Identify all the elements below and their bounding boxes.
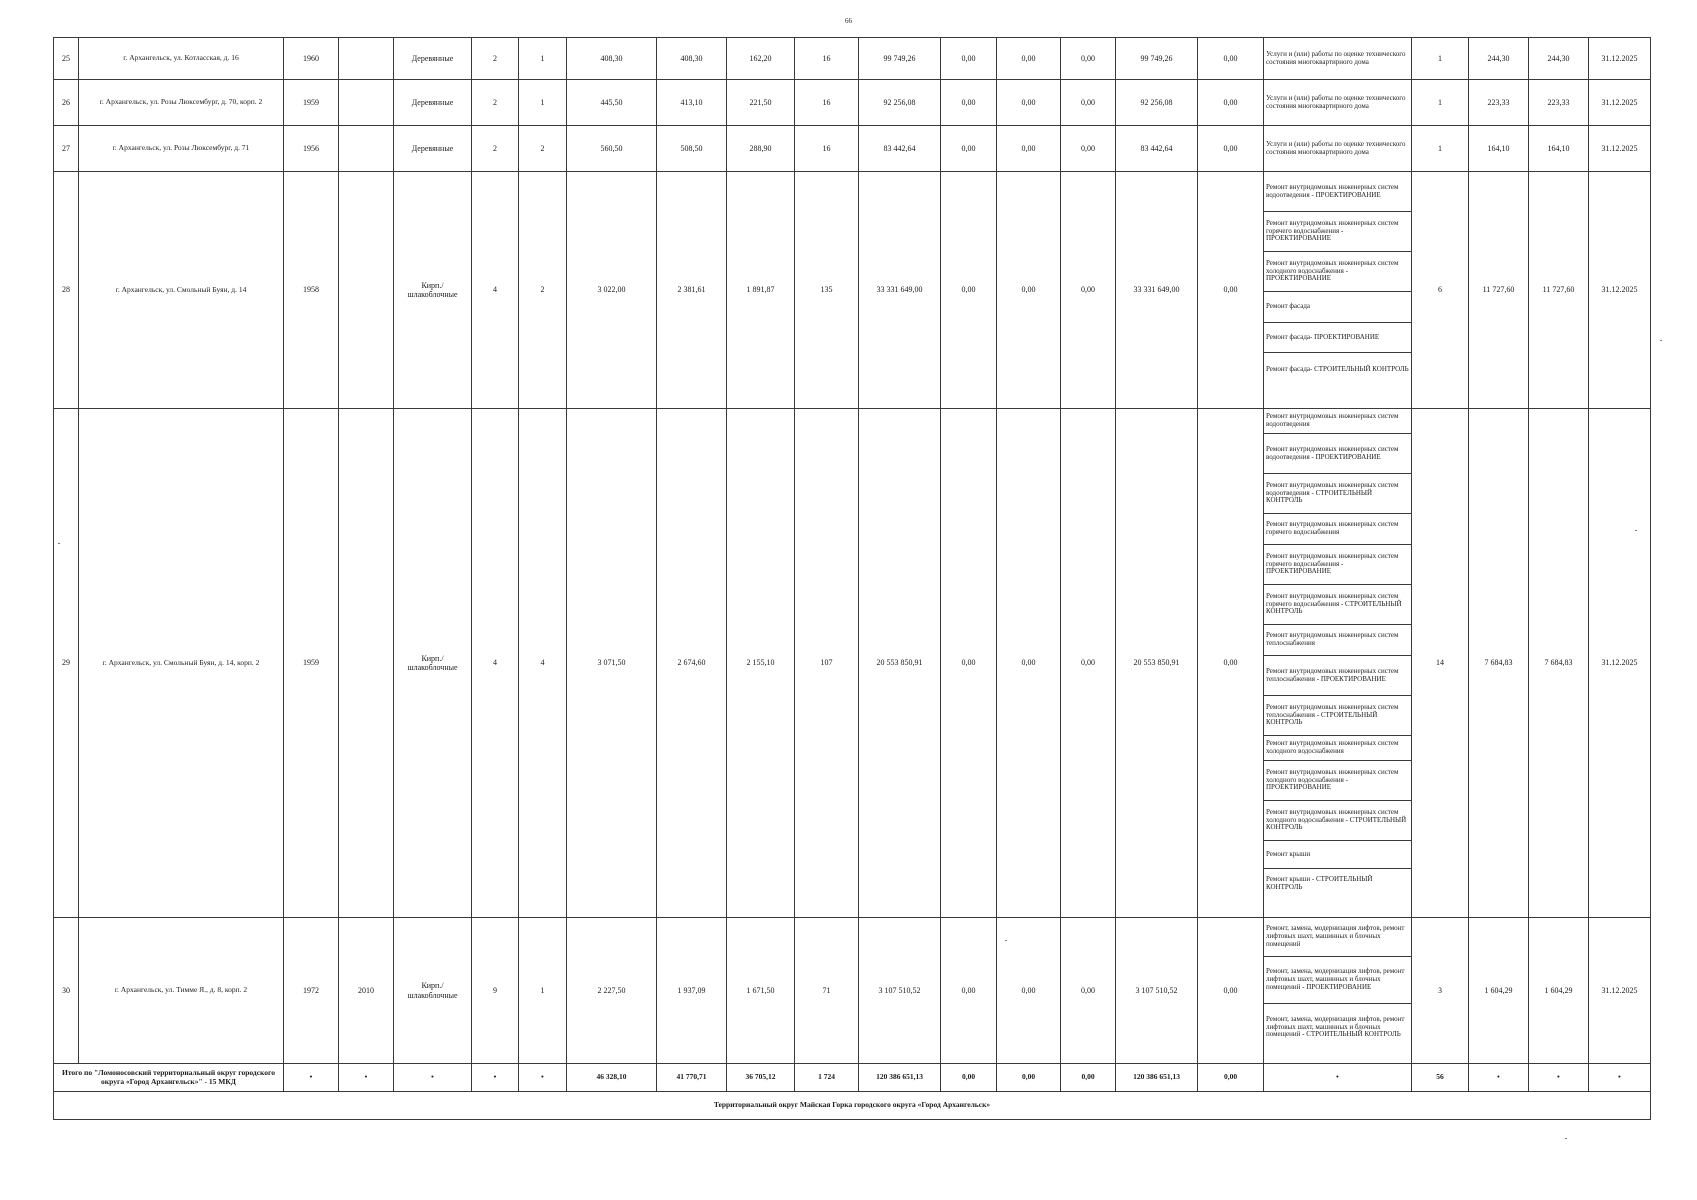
- scan-speck: [1660, 340, 1662, 341]
- cell-fund-other: 0,00: [1198, 126, 1264, 172]
- cell-floors: 9: [472, 918, 519, 1064]
- cell-cost-total: 3 107 510,52: [859, 918, 941, 1064]
- cell-unit-cost-a: 7 684,83: [1469, 409, 1529, 918]
- total-row: [54, 1064, 1651, 1092]
- cell-year-reconstruction: [339, 409, 394, 918]
- cell-fund-local: 0,00: [1061, 126, 1116, 172]
- cell-works-count: 1: [1412, 126, 1469, 172]
- cell-walls: Кирп./ шлакоблочные: [394, 409, 472, 918]
- cell-residents: 71: [795, 918, 859, 1064]
- table-row: [54, 126, 1651, 172]
- cell-year-reconstruction: [339, 172, 394, 409]
- work-item: Ремонт крыши: [1264, 841, 1411, 869]
- work-item: Ремонт внутридомовых инженерных систем горячего водоснабжения - ПРОЕКТИРОВАНИЕ: [1264, 212, 1411, 252]
- cell-unit-cost-b: 223,33: [1529, 80, 1589, 126]
- table-row: [54, 409, 1651, 918]
- cell-year-built: 1972: [284, 918, 339, 1064]
- cell-deadline: 31.12.2025: [1589, 409, 1651, 918]
- work-item: Ремонт внутридомовых инженерных систем теплоснабжения - ПРОЕКТИРОВАНИЕ: [1264, 656, 1411, 696]
- cell-walls: Кирп./ шлакоблочные: [394, 918, 472, 1064]
- cell-entrances: 4: [519, 409, 567, 918]
- cell-area-residential: 162,20: [727, 38, 795, 80]
- work-item: Ремонт внутридомовых инженерных систем холодного водоснабжения - СТРОИТЕЛЬНЫЙ КОНТРОЛЬ: [1264, 801, 1411, 841]
- cell-residents: 107: [795, 409, 859, 918]
- cell-residents: 16: [795, 80, 859, 126]
- work-item: Ремонт, замена, модернизация лифтов, ремонт лифтовых шахт, машинных и блочных помещений: [1264, 918, 1411, 957]
- cell-fund-region: 0,00: [997, 409, 1061, 918]
- cell-deadline: 31.12.2025: [1589, 38, 1651, 80]
- scan-speck: [58, 543, 60, 544]
- total-fund-local: 0,00: [1061, 1064, 1116, 1092]
- cell-fund-local: 0,00: [1061, 172, 1116, 409]
- cell-fund-local: 0,00: [1061, 80, 1116, 126]
- total-works-count: 56: [1412, 1064, 1469, 1092]
- work-item: Ремонт внутридомовых инженерных систем холодного водоснабжения - ПРОЕКТИРОВАНИЕ: [1264, 252, 1411, 292]
- work-item: Ремонт внутридомовых инженерных систем холодного водоснабжения - ПРОЕКТИРОВАНИЕ: [1264, 761, 1411, 801]
- cell-works: [1264, 409, 1412, 918]
- cell-entrances: 1: [519, 80, 567, 126]
- cell-area-residential: 288,90: [727, 126, 795, 172]
- work-item: Ремонт внутридомовых инженерных систем горячего водоснабжения: [1264, 514, 1411, 545]
- cell-address: г. Архангельск, ул. Розы Люксембург, д. 70, корп. 2: [79, 80, 284, 126]
- total-dash: •: [394, 1064, 472, 1092]
- work-item: Ремонт внутридомовых инженерных систем горячего водоснабжения - ПРОЕКТИРОВАНИЕ: [1264, 545, 1411, 585]
- cell-year-built: 1956: [284, 126, 339, 172]
- work-item: Услуги и (или) работы по оценке технического состояния многоквартирного дома: [1266, 93, 1406, 110]
- cell-year-reconstruction: [339, 126, 394, 172]
- cell-unit-cost-a: 244,30: [1469, 38, 1529, 80]
- work-item: Ремонт внутридомовых инженерных систем водоотведения: [1264, 409, 1411, 434]
- cell-area-living: 408,30: [657, 38, 727, 80]
- cell-unit-cost-a: 1 604,29: [1469, 918, 1529, 1064]
- cell-fund-region: 0,00: [997, 126, 1061, 172]
- cell-num: 25: [54, 38, 79, 80]
- table-row: [54, 918, 1651, 1064]
- cell-cost-total: 33 331 649,00: [859, 172, 941, 409]
- cell-fund-other: 0,00: [1198, 409, 1264, 918]
- cell-fund-other: 0,00: [1198, 918, 1264, 1064]
- cell-address: г. Архангельск, ул. Котласская, д. 16: [79, 38, 284, 80]
- cell-area-residential: 221,50: [727, 80, 795, 126]
- cell-fund-owners: 20 553 850,91: [1116, 409, 1198, 918]
- work-item: Ремонт внутридомовых инженерных систем водоотведения - СТРОИТЕЛЬНЫЙ КОНТРОЛЬ: [1264, 474, 1411, 514]
- cell-fund-owners: 99 749,26: [1116, 38, 1198, 80]
- cell-unit-cost-b: 244,30: [1529, 38, 1589, 80]
- cell-address: г. Архангельск, ул. Смольный Буян, д. 14: [79, 172, 284, 409]
- table-row: [54, 80, 1651, 126]
- work-item: Ремонт внутридомовых инженерных систем горячего водоснабжения - СТРОИТЕЛЬНЫЙ КОНТРОЛЬ: [1264, 585, 1411, 625]
- cell-area-total: 3 071,50: [567, 409, 657, 918]
- cell-residents: 16: [795, 126, 859, 172]
- cell-floors: 2: [472, 126, 519, 172]
- cell-entrances: 1: [519, 38, 567, 80]
- cell-area-total: 2 227,50: [567, 918, 657, 1064]
- total-fund-region: 0,00: [997, 1064, 1061, 1092]
- cell-works: [1264, 918, 1412, 1064]
- cell-area-total: 560,50: [567, 126, 657, 172]
- cell-area-living: 2 674,60: [657, 409, 727, 918]
- cell-floors: 4: [472, 409, 519, 918]
- total-fund-other: 0,00: [1198, 1064, 1264, 1092]
- cell-fund-federal: 0,00: [941, 38, 997, 80]
- cell-unit-cost-b: 164,10: [1529, 126, 1589, 172]
- cell-residents: 16: [795, 38, 859, 80]
- scan-speck: [1635, 530, 1637, 531]
- cell-works: [1264, 126, 1412, 172]
- cell-unit-cost-b: 1 604,29: [1529, 918, 1589, 1064]
- total-dash: •: [339, 1064, 394, 1092]
- cell-cost-total: 20 553 850,91: [859, 409, 941, 918]
- cell-fund-owners: 83 442,64: [1116, 126, 1198, 172]
- cell-walls: Деревянные: [394, 80, 472, 126]
- cell-area-living: 508,50: [657, 126, 727, 172]
- cell-area-residential: 1 891,87: [727, 172, 795, 409]
- cell-fund-region: 0,00: [997, 38, 1061, 80]
- cell-fund-local: 0,00: [1061, 918, 1116, 1064]
- cell-fund-federal: 0,00: [941, 409, 997, 918]
- cell-unit-cost-b: 7 684,83: [1529, 409, 1589, 918]
- cell-works: [1264, 80, 1412, 126]
- cell-area-living: 2 381,61: [657, 172, 727, 409]
- cell-works-count: 14: [1412, 409, 1469, 918]
- work-item: Ремонт фасада: [1264, 292, 1411, 323]
- work-item: Ремонт, замена, модернизация лифтов, ремонт лифтовых шахт, машинных и блочных помещений - СТРОИТЕЛЬНЫЙ КОНТРОЛЬ: [1266, 1014, 1405, 1039]
- work-item: Ремонт крыши - СТРОИТЕЛЬНЫЙ КОНТРОЛЬ: [1266, 874, 1373, 891]
- cell-address: г. Архангельск, ул. Смольный Буян, д. 14, корп. 2: [79, 409, 284, 918]
- cell-walls: Кирп./ шлакоблочные: [394, 172, 472, 409]
- cell-fund-federal: 0,00: [941, 172, 997, 409]
- table-row: [54, 38, 1651, 80]
- work-item: Ремонт внутридомовых инженерных систем холодного водоснабжения: [1264, 736, 1411, 761]
- cell-entrances: 2: [519, 172, 567, 409]
- cell-works: [1264, 172, 1412, 409]
- cell-deadline: 31.12.2025: [1589, 80, 1651, 126]
- work-item: Ремонт фасада- ПРОЕКТИРОВАНИЕ: [1264, 323, 1411, 353]
- cell-cost-total: 99 749,26: [859, 38, 941, 80]
- cell-area-total: 445,50: [567, 80, 657, 126]
- page-number: 66: [845, 17, 852, 25]
- cell-works-count: 6: [1412, 172, 1469, 409]
- cell-unit-cost-a: 164,10: [1469, 126, 1529, 172]
- total-area-living: 41 770,71: [657, 1064, 727, 1092]
- total-fund-owners: 120 386 651,13: [1116, 1064, 1198, 1092]
- cell-unit-cost-a: 11 727,60: [1469, 172, 1529, 409]
- cell-fund-region: 0,00: [997, 80, 1061, 126]
- cell-address: г. Архангельск, ул. Тимме Я., д. 8, корп. 2: [79, 918, 284, 1064]
- cell-entrances: 1: [519, 918, 567, 1064]
- cell-floors: 4: [472, 172, 519, 409]
- cell-walls: Деревянные: [394, 126, 472, 172]
- cell-deadline: 31.12.2025: [1589, 918, 1651, 1064]
- total-fund-federal: 0,00: [941, 1064, 997, 1092]
- work-item: Ремонт внутридомовых инженерных систем водоотведения - ПРОЕКТИРОВАНИЕ: [1264, 434, 1411, 474]
- cell-works-count: 1: [1412, 38, 1469, 80]
- total-dash: •: [1264, 1064, 1412, 1092]
- cell-area-living: 413,10: [657, 80, 727, 126]
- cell-floors: 2: [472, 38, 519, 80]
- cell-fund-other: 0,00: [1198, 80, 1264, 126]
- cell-fund-federal: 0,00: [941, 80, 997, 126]
- cell-walls: Деревянные: [394, 38, 472, 80]
- total-residents: 1 724: [795, 1064, 859, 1092]
- cell-entrances: 2: [519, 126, 567, 172]
- cell-fund-other: 0,00: [1198, 38, 1264, 80]
- total-cost-total: 120 386 651,13: [859, 1064, 941, 1092]
- total-area-residential: 36 705,12: [727, 1064, 795, 1092]
- work-item: Услуги и (или) работы по оценке технического состояния многоквартирного дома: [1266, 49, 1406, 66]
- cell-unit-cost-a: 223,33: [1469, 80, 1529, 126]
- cell-fund-federal: 0,00: [941, 126, 997, 172]
- cell-area-residential: 2 155,10: [727, 409, 795, 918]
- cell-cost-total: 92 256,08: [859, 80, 941, 126]
- total-dash: •: [284, 1064, 339, 1092]
- cell-area-total: 3 022,00: [567, 172, 657, 409]
- cell-num: 29: [54, 409, 79, 918]
- work-item: Ремонт фасада- СТРОИТЕЛЬНЫЙ КОНТРОЛЬ: [1266, 364, 1409, 373]
- cell-year-reconstruction: [339, 80, 394, 126]
- cell-cost-total: 83 442,64: [859, 126, 941, 172]
- cell-num: 28: [54, 172, 79, 409]
- cell-area-total: 408,30: [567, 38, 657, 80]
- total-dash: •: [1529, 1064, 1589, 1092]
- cell-area-residential: 1 671,50: [727, 918, 795, 1064]
- cell-num: 26: [54, 80, 79, 126]
- cell-works: [1264, 38, 1412, 80]
- total-label: Итого по "Ломоносовский территориальный округ городского округа «Город Архангельск»" - 15 МКД: [54, 1064, 284, 1092]
- table-body: [54, 38, 1651, 1120]
- work-item: Ремонт внутридомовых инженерных систем теплоснабжения - СТРОИТЕЛЬНЫЙ КОНТРОЛЬ: [1264, 696, 1411, 736]
- cell-works-count: 3: [1412, 918, 1469, 1064]
- cell-year-built: 1960: [284, 38, 339, 80]
- territory-heading: Территориальный округ Майская Горка городского округа «Город Архангельск»: [54, 1092, 1651, 1120]
- cell-fund-owners: 92 256,08: [1116, 80, 1198, 126]
- cell-year-built: 1959: [284, 409, 339, 918]
- cell-fund-owners: 33 331 649,00: [1116, 172, 1198, 409]
- repair-program-table: [53, 37, 1651, 1120]
- cell-fund-region: 0,00: [997, 918, 1061, 1064]
- table-row: [54, 172, 1651, 409]
- work-item: Ремонт внутридомовых инженерных систем водоотведения - ПРОЕКТИРОВАНИЕ: [1264, 172, 1411, 212]
- cell-year-built: 1959: [284, 80, 339, 126]
- cell-year-built: 1958: [284, 172, 339, 409]
- scan-speck: [1005, 940, 1007, 941]
- cell-deadline: 31.12.2025: [1589, 126, 1651, 172]
- work-item: Услуги и (или) работы по оценке технического состояния многоквартирного дома: [1266, 139, 1406, 156]
- scan-speck: [1565, 1138, 1567, 1139]
- work-item: Ремонт, замена, модернизация лифтов, ремонт лифтовых шахт, машинных и блочных помещений - ПРОЕКТИРОВАНИЕ: [1264, 957, 1411, 1004]
- cell-address: г. Архангельск, ул. Розы Люксембург, д. 71: [79, 126, 284, 172]
- total-dash: •: [1589, 1064, 1651, 1092]
- cell-unit-cost-b: 11 727,60: [1529, 172, 1589, 409]
- cell-works-count: 1: [1412, 80, 1469, 126]
- cell-num: 27: [54, 126, 79, 172]
- cell-fund-other: 0,00: [1198, 172, 1264, 409]
- cell-fund-region: 0,00: [997, 172, 1061, 409]
- cell-fund-local: 0,00: [1061, 38, 1116, 80]
- total-dash: •: [519, 1064, 567, 1092]
- cell-floors: 2: [472, 80, 519, 126]
- cell-year-reconstruction: [339, 38, 394, 80]
- cell-residents: 135: [795, 172, 859, 409]
- total-dash: •: [1469, 1064, 1529, 1092]
- total-area-total: 46 328,10: [567, 1064, 657, 1092]
- cell-fund-local: 0,00: [1061, 409, 1116, 918]
- cell-fund-federal: 0,00: [941, 918, 997, 1064]
- cell-num: 30: [54, 918, 79, 1064]
- cell-deadline: 31.12.2025: [1589, 172, 1651, 409]
- work-item: Ремонт внутридомовых инженерных систем теплоснабжения: [1264, 625, 1411, 656]
- cell-year-reconstruction: 2010: [339, 918, 394, 1064]
- cell-fund-owners: 3 107 510,52: [1116, 918, 1198, 1064]
- territory-row: [54, 1092, 1651, 1120]
- total-dash: •: [472, 1064, 519, 1092]
- cell-area-living: 1 937,09: [657, 918, 727, 1064]
